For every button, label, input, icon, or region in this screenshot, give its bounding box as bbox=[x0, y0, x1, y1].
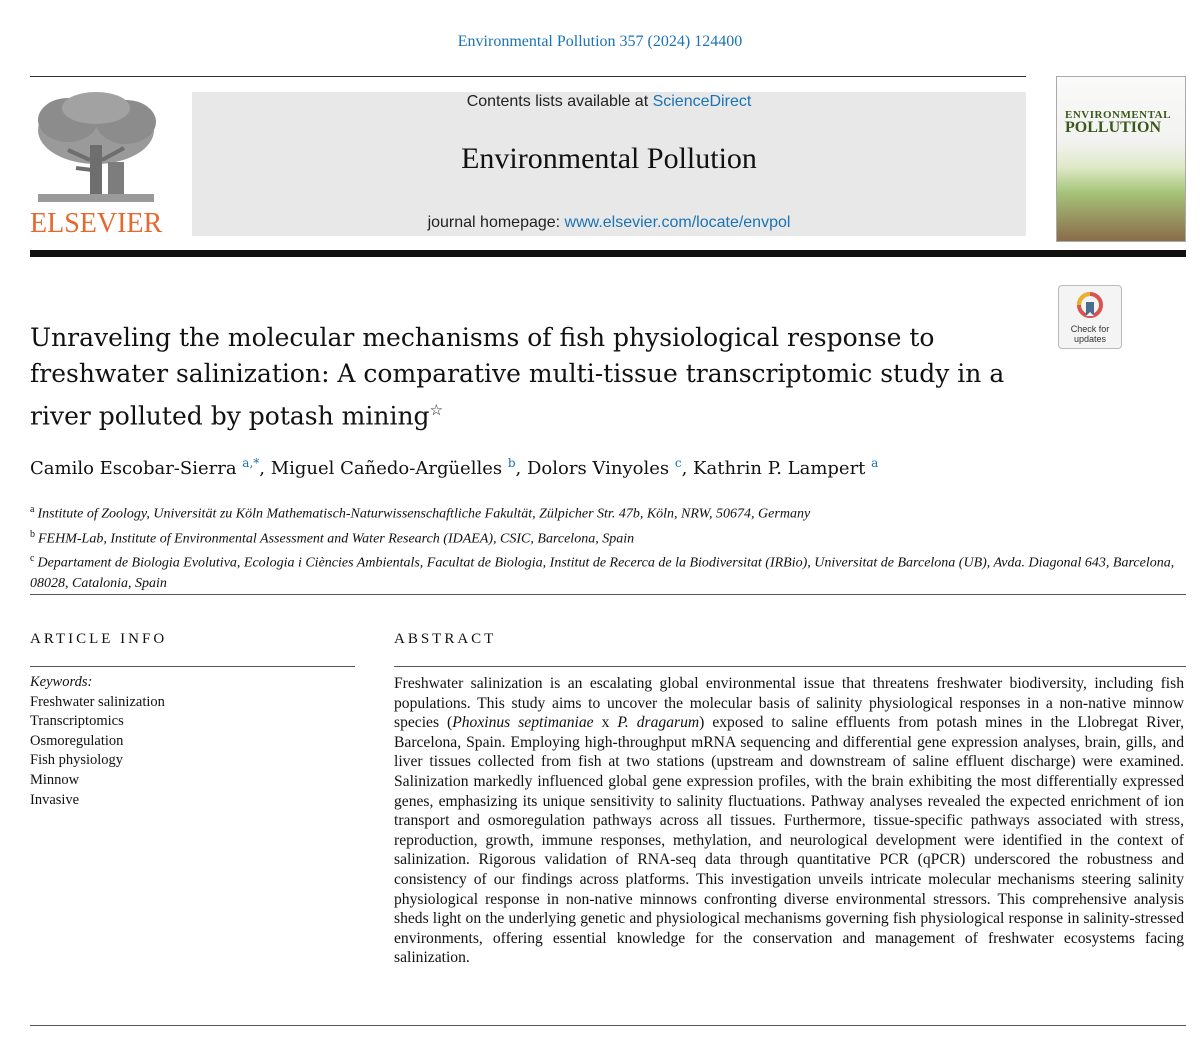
keywords-block bbox=[30, 673, 350, 810]
journal-reference[interactable]: Environmental Pollution 357 (2024) 124400 bbox=[457, 33, 743, 50]
author-separator: , bbox=[681, 458, 694, 479]
bottom-divider bbox=[30, 1025, 1186, 1026]
homepage-prefix: journal homepage: bbox=[427, 214, 565, 231]
affiliations bbox=[30, 500, 1180, 594]
author-affiliation-mark[interactable]: b bbox=[507, 456, 516, 470]
keyword-item[interactable]: Osmoregulation bbox=[30, 732, 124, 749]
author-affiliation-mark[interactable]: a,* bbox=[242, 456, 260, 470]
check-for-updates-line1: Check for bbox=[1070, 324, 1110, 334]
journal-title: Environmental Pollution bbox=[461, 142, 757, 175]
article-info-heading: ARTICLE INFO bbox=[30, 631, 168, 647]
check-for-updates-icon bbox=[1077, 292, 1103, 322]
abstract-heading: ABSTRACT bbox=[394, 631, 497, 647]
author-separator: , bbox=[259, 458, 271, 479]
author-list bbox=[30, 456, 1180, 479]
affiliation-text: Departament de Biologia Evolutiva, Ecologia i Ciències Ambientals, Facultat de Biologia, Institut de Recerca de la Biodiversitat (IRBio), Universitat de Barcelona (UB), Avda. Diagonal 643, Barcelona, 08028, Catalonia, Spain bbox=[30, 555, 1175, 591]
keyword-item[interactable]: Fish physiology bbox=[30, 752, 124, 769]
contents-prefix: Contents lists available at bbox=[466, 93, 653, 110]
abstract-divider bbox=[394, 666, 1186, 667]
abstract-text: x bbox=[593, 714, 618, 732]
author-name[interactable]: Kathrin P. Lampert bbox=[693, 458, 866, 479]
check-for-updates-label bbox=[1059, 324, 1121, 344]
affiliation-mark: c bbox=[30, 553, 35, 565]
keyword-item[interactable]: Invasive bbox=[30, 791, 80, 808]
affiliation-item bbox=[30, 549, 1180, 594]
header-thick-divider bbox=[30, 250, 1186, 257]
cover-title-line1: ENVIRONMENTAL bbox=[1065, 109, 1171, 121]
author-name[interactable]: Miguel Cañedo-Argüelles bbox=[270, 458, 503, 479]
author-separator: , bbox=[515, 458, 527, 479]
check-for-updates-button[interactable] bbox=[1058, 285, 1122, 349]
top-divider bbox=[30, 76, 1026, 77]
article-title-text: Unraveling the molecular mechanisms of fish physiological response to freshwater salinization: A comparative multi-tissue transcriptomic study in a river polluted by potash mining bbox=[30, 323, 1005, 431]
keywords-label: Keywords: bbox=[30, 674, 93, 690]
keyword-item[interactable]: Minnow bbox=[30, 771, 80, 788]
affiliation-mark: a bbox=[30, 504, 35, 515]
sciencedirect-link[interactable]: ScienceDirect bbox=[652, 93, 752, 110]
affiliation-text: Institute of Zoology, Universität zu Köln Mathematisch-Naturwissenschaftliche Fakultät, Zülpicher Str. 47b, Köln, NRW, 50674, Germany bbox=[37, 506, 811, 522]
abstract-species-name: P. dragarum bbox=[617, 714, 700, 732]
title-footnote-star[interactable]: ☆ bbox=[429, 401, 444, 419]
elsevier-wordmark[interactable]: ELSEVIER bbox=[30, 208, 163, 239]
check-for-updates-line2: updates bbox=[1073, 334, 1107, 344]
abstract-species-name: Phoxinus septimaniae bbox=[452, 714, 594, 732]
article-title bbox=[30, 320, 1040, 434]
contents-line bbox=[192, 92, 1026, 111]
affiliation-item bbox=[30, 500, 1180, 525]
keyword-item[interactable]: Transcriptomics bbox=[30, 713, 124, 730]
journal-homepage bbox=[192, 214, 1026, 232]
author-name[interactable]: Dolors Vinyoles bbox=[527, 458, 670, 479]
cover-title-line2: POLLUTION bbox=[1065, 119, 1162, 136]
author-affiliation-mark[interactable]: c bbox=[674, 456, 682, 470]
affiliation-text: FEHM-Lab, Institute of Environmental Assessment and Water Research (IDAEA), CSIC, Barcelona, Spain bbox=[38, 531, 635, 547]
journal-masthead bbox=[192, 92, 1026, 236]
journal-cover-image[interactable] bbox=[1056, 76, 1186, 242]
author-name[interactable]: Camilo Escobar-Sierra bbox=[30, 458, 237, 479]
abstract-text: Freshwater salinization is an escalating global environmental issue that threatens freshwater biodiversity, including fish populations. This study aims to uncover the molecular basis of salinity physiological responses in a non-native minnow species ( bbox=[394, 675, 1184, 732]
affiliation-mark: b bbox=[30, 528, 35, 540]
section-divider bbox=[30, 594, 1186, 595]
author-affiliation-mark[interactable]: a bbox=[871, 456, 879, 470]
homepage-link[interactable]: www.elsevier.com/locate/envpol bbox=[564, 214, 791, 231]
abstract-body bbox=[394, 674, 1184, 968]
affiliation-item bbox=[30, 525, 1180, 550]
keyword-item[interactable]: Freshwater salinization bbox=[30, 693, 165, 710]
abstract-text: ) exposed to saline effluents from potash mines in the Llobregat River, Barcelona, Spain. Employing high-throughput mRNA sequencing and differential gene expression analyses, brain, gills, and liver tissues collected from fish at two stations (upstream and downstream of saline effluent discharge) were examined. Salinization markedly influenced global gene expression profiles, with the brain exhibiting the most differentially expressed genes, emphasizing its unique sensitivity to salinity fluctuations. Pathway analyses revealed the expected enrichment of ion transport and osmoregulation pathways across all tissues. Furthermore, tissue-specific pathways associated with stress, reproduction, growth, immune responses, methylation, and neurological development were identified in the context of salinization. Rigorous validation of RNA-seq data through quantitative PCR (qPCR) underscored the robustness and consistency of our findings across platforms. This investigation unveils intricate molecular mechanisms steering salinity physiological response in non-native minnows confronting diverse environmental stressors. This comprehensive analysis sheds light on the underlying genetic and physiological mechanisms governing fish physiological response in salinity-stressed environments, offering essential knowledge for the conservation and management of freshwater ecosystems facing salinization. bbox=[394, 714, 1185, 967]
article-info-divider bbox=[30, 666, 355, 667]
